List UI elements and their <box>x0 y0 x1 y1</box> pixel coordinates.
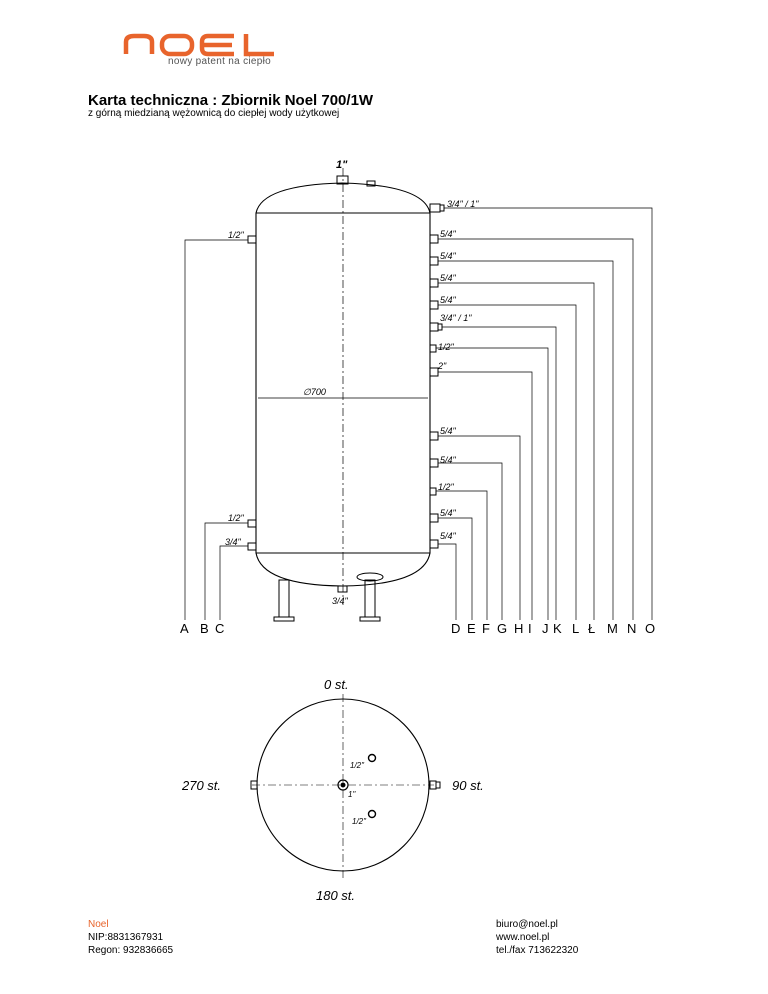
document-title: Karta techniczna : Zbiornik Noel 700/1W <box>88 92 374 109</box>
company-name: Noel <box>88 919 109 930</box>
dimension-letter: Ł <box>588 621 596 636</box>
right-connection-label: 3/4" / 1" <box>440 313 472 323</box>
degree-label: 270 st. <box>182 778 222 793</box>
logo-tagline: nowy patent na ciepło <box>168 56 272 67</box>
dimension-letter: A <box>180 621 189 636</box>
diameter-label: ∅700 <box>303 387 326 397</box>
phone: tel./fax 713622320 <box>496 945 579 956</box>
footer-contact-info <box>496 918 578 957</box>
dimension-letter: G <box>497 621 508 636</box>
right-connection-label: 5/4" <box>440 508 456 518</box>
right-connection-label: 5/4" <box>440 295 456 305</box>
top-view-labels <box>181 677 484 903</box>
email-link[interactable]: biuro@noel.pl <box>496 919 558 930</box>
right-connection-label: 5/4" <box>440 251 456 261</box>
right-connection-label: 3/4" / 1" <box>447 199 479 209</box>
right-connection-label: 2" <box>438 361 447 371</box>
left-connection-label: 3/4" <box>225 537 241 547</box>
dimension-letter: J <box>542 621 549 636</box>
degree-label: 90 st. <box>452 778 484 793</box>
tank-side-view <box>248 168 444 621</box>
nip: NIP:8831367931 <box>88 932 164 943</box>
document-subtitle: z górną miedzianą wężownicą do ciepłej wody użytkowej <box>88 108 340 119</box>
dimension-letter: E <box>467 621 476 636</box>
left-connection-label: 1/2" <box>228 230 244 240</box>
dimension-letter: C <box>215 621 225 636</box>
right-connection-label: 1/2" <box>438 482 454 492</box>
right-connection-label: 5/4" <box>440 229 456 239</box>
dimension-letter: D <box>451 621 461 636</box>
left-connection-label: 1/2" <box>228 513 244 523</box>
dimension-letters <box>180 621 655 636</box>
dimension-letter: N <box>627 621 637 636</box>
right-connection-label: 5/4" <box>440 455 456 465</box>
degree-label: 0 st. <box>324 677 349 692</box>
regon: Regon: 932836665 <box>88 945 174 956</box>
lower-connection-label: 1/2" <box>352 817 366 826</box>
dimension-letter: F <box>482 621 490 636</box>
right-connection-label: 5/4" <box>440 426 456 436</box>
dimension-letter: H <box>514 621 524 636</box>
dimension-letter: O <box>645 621 656 636</box>
connection-labels <box>225 159 479 606</box>
website-link[interactable]: www.noel.pl <box>496 932 550 943</box>
tank-top-view <box>251 694 440 878</box>
dimension-letter: I <box>528 621 532 636</box>
dimension-letter: K <box>553 621 562 636</box>
upper-connection-label: 1/2" <box>350 761 364 770</box>
dimension-letter: B <box>200 621 209 636</box>
footer-company-info <box>88 918 173 957</box>
dimension-lines <box>185 208 652 620</box>
right-connection-label: 5/4" <box>440 531 456 541</box>
dimension-letter: L <box>572 621 580 636</box>
dimension-letter: M <box>607 621 618 636</box>
bottom-connection-label: 3/4" <box>332 596 348 606</box>
center-connection-label: 1" <box>348 790 356 799</box>
right-connection-label: 5/4" <box>440 273 456 283</box>
top-connection-label: 1" <box>336 159 348 171</box>
degree-label: 180 st. <box>316 888 356 903</box>
right-connection-label: 1/2" <box>438 342 454 352</box>
